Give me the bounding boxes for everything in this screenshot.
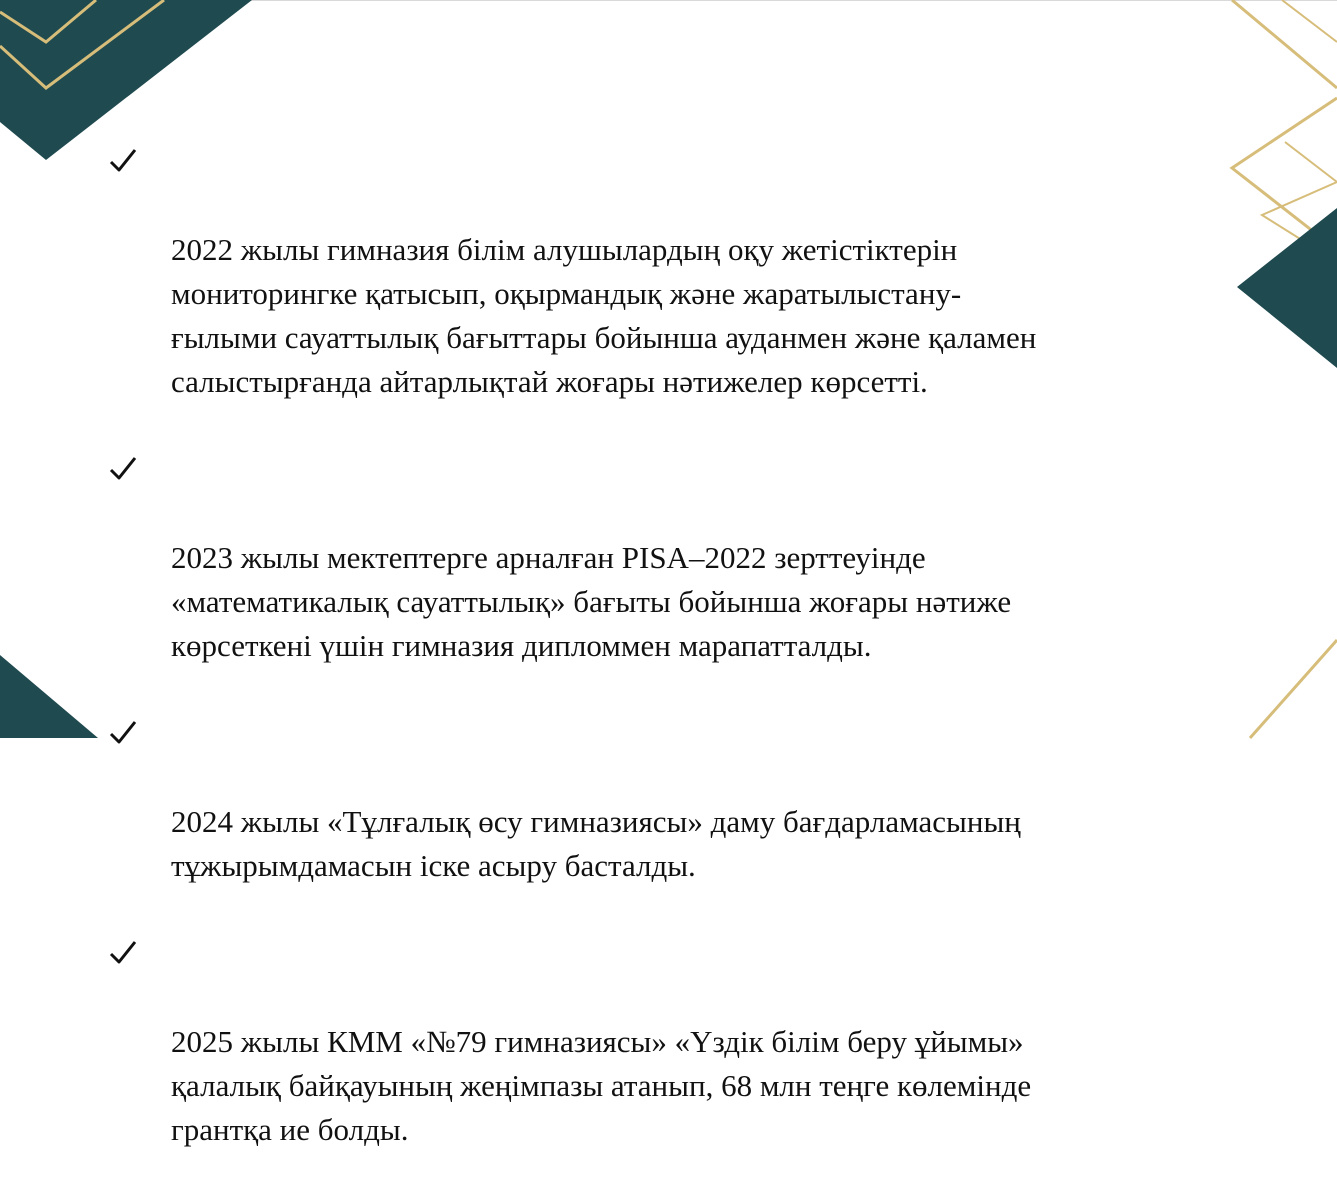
right-gold-chevron-3 — [1285, 142, 1337, 182]
bottom-right-gold-line — [1250, 640, 1337, 738]
list-item — [108, 932, 1218, 1196]
right-teal-shape — [1237, 208, 1337, 368]
checkmark-icon — [108, 712, 138, 756]
achievement-list — [108, 140, 1218, 1196]
top-right-gold-line-2 — [1282, 0, 1337, 42]
list-item-text: 2025 жылы КММ «№79 гимназиясы» «Үздік білім беру ұйымы» қалалық байқауының жеңімпазы атанып, 68 млн теңге көлемінде грантқа ие болды. — [171, 1024, 1032, 1147]
bottom-left-teal-shape — [0, 655, 98, 738]
list-item-text: 2024 жылы «Тұлғалық өсу гимназиясы» даму бағдарламасының тұжырымдамасын іске асыру басталды. — [171, 804, 1021, 883]
checkmark-icon — [108, 932, 138, 976]
list-item-text: 2023 жылы мектептерге арналған PISA–2022 зерттеуінде «математикалық сауаттылық» бағыты бойынша жоғары нәтиже көрсеткені үшін гимназия дипломмен марапатталды. — [171, 540, 1012, 663]
slide-content — [108, 140, 1218, 1196]
checkmark-icon — [108, 140, 138, 184]
list-item — [108, 140, 1218, 448]
list-item — [108, 448, 1218, 712]
list-item-text: 2022 жылы гимназия білім алушылардың оқу жетістіктерін мониторингке қатысып, оқырмандық және жаратылыстану- ғылыми сауаттылық бағыттары бойынша ауданмен және қаламен салыстырғанда айтарлықтай жоғары нәтижелер көрсетті. — [171, 232, 1037, 399]
top-right-gold-line-1 — [1232, 0, 1337, 88]
checkmark-icon — [108, 448, 138, 492]
list-item — [108, 712, 1218, 932]
